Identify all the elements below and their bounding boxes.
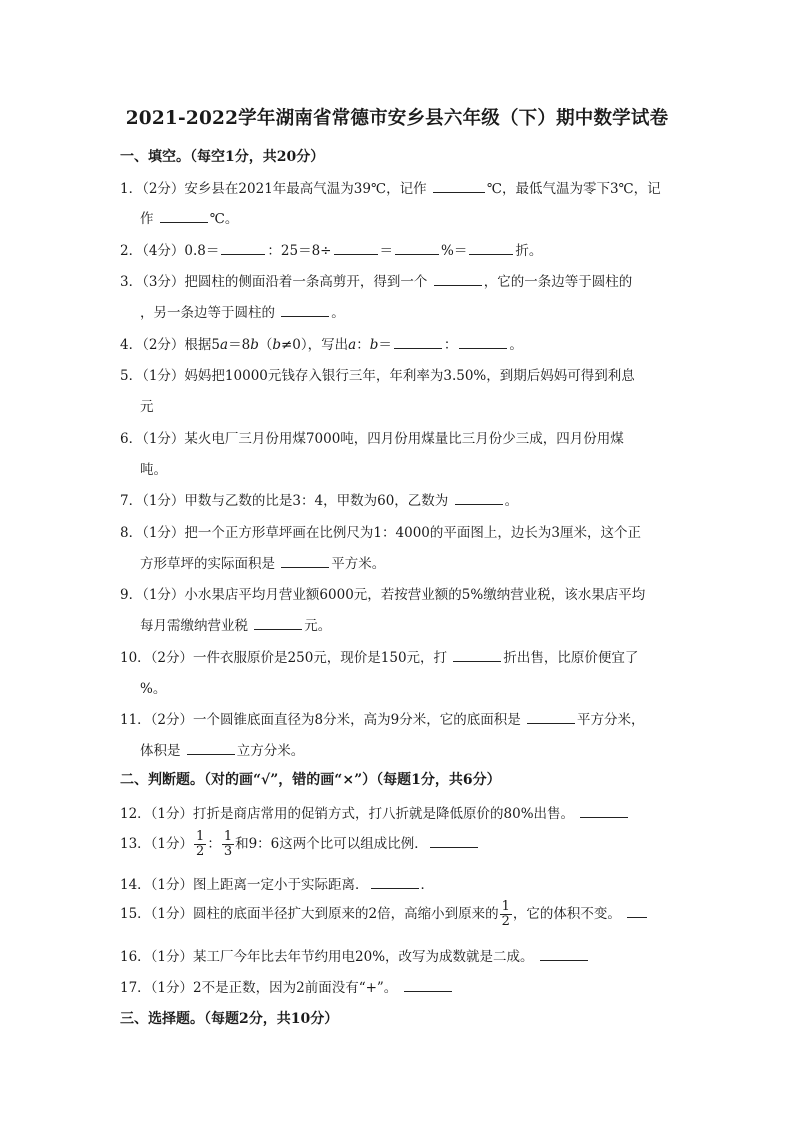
- question-17: 17．（1分）2不是正数，因为2前面没有“+”。: [120, 976, 454, 996]
- answer-blank[interactable]: [434, 272, 482, 286]
- section-fill-in: 一、填空。（每空1分，共20分）: [120, 149, 325, 165]
- question-12: 12．（1分）打折是商店常用的促销方式，打八折就是降低原价的80%出售。: [120, 802, 630, 822]
- answer-blank[interactable]: [404, 978, 452, 992]
- section-true-false: 二、判断题。（对的画“√”，错的画“×”）（每题1分，共6分）: [120, 772, 501, 788]
- question-6: 6．（1分）某火电厂三月份用煤7000吨，四月份用煤量比三月份少三成，四月份用煤: [120, 431, 624, 447]
- answer-blank[interactable]: [627, 904, 647, 918]
- question-11-cont: 体积是 立方分米。: [140, 743, 305, 759]
- answer-blank[interactable]: [254, 616, 302, 630]
- question-14: 14．（1分）图上距离一定小于实际距离． ．: [120, 877, 435, 893]
- answer-blank[interactable]: [160, 209, 208, 223]
- question-5-cont: 元: [140, 399, 154, 415]
- question-11: 11．（2分）一个圆锥底面直径为8分米，高为9分米，它的底面积是 平方分米，: [120, 712, 645, 728]
- answer-blank[interactable]: [187, 741, 235, 755]
- question-1: 1．（2分）安乡县在2021年最高气温为39℃，记作 ℃，最低气温为零下3℃，记: [120, 181, 661, 197]
- question-8: 8．（1分）把一个正方形草坪画在比例尺为1：4000的平面图上，边长为3厘米，这个正: [120, 525, 641, 541]
- answer-blank[interactable]: [540, 947, 588, 961]
- question-9: 9．（1分）小水果店平均月营业额6000元，若按营业额的5%缴纳营业税，该水果店平均: [120, 587, 646, 603]
- answer-blank[interactable]: [394, 335, 442, 349]
- question-10-cont: %。: [140, 681, 167, 697]
- answer-blank[interactable]: [430, 834, 478, 848]
- question-3-cont: ，另一条边等于圆柱的 。: [140, 305, 345, 321]
- answer-blank[interactable]: [395, 241, 439, 255]
- question-15: 15．（1分）圆柱的底面半径扩大到原来的2倍，高缩小到原来的 $\frac{1}{2}$ ，它的体积不变。: [120, 900, 649, 929]
- answer-blank[interactable]: [371, 875, 419, 889]
- fraction: $\frac{1}{3}$: [223, 829, 233, 859]
- answer-blank[interactable]: [459, 335, 507, 349]
- answer-blank[interactable]: [221, 241, 265, 255]
- question-7: 7．（1分）甲数与乙数的比是3：4，甲数为60，乙数为 。: [120, 493, 519, 509]
- question-5: 5．（1分）妈妈把10000元钱存入银行三年，年利率为3.50%，到期后妈妈可得到利息: [120, 368, 635, 384]
- answer-blank[interactable]: [527, 710, 575, 724]
- question-9-cont: 每月需缴纳营业税 元。: [140, 618, 332, 634]
- question-3: 3．（3分）把圆柱的侧面沿着一条高剪开，得到一个 ，它的一条边等于圆柱的: [120, 274, 633, 290]
- question-16: 16．（1分）某工厂今年比去年节约用电20%，改写为成数就是二成。: [120, 945, 590, 965]
- answer-blank[interactable]: [334, 241, 378, 255]
- question-4: 4．（2分）根据5a＝8b（b≠0），写出a：b＝ ： 。: [120, 337, 523, 353]
- answer-blank[interactable]: [281, 554, 329, 568]
- answer-blank[interactable]: [580, 804, 628, 818]
- answer-blank[interactable]: [455, 491, 503, 505]
- question-2: 2．（4分）0.8＝ ：25＝8÷ ＝ %＝ 折。: [120, 243, 543, 259]
- question-10: 10．（2分）一件衣服原价是250元，现价是150元，打 折出售，比原价便宜了: [120, 650, 639, 666]
- question-8-cont: 方形草坪的实际面积是 平方米。: [140, 556, 386, 572]
- question-13: 13．（1分） $\frac{1}{2}$ ： $\frac{1}{3}$ 和9：6这两个比可以组成比例．: [120, 830, 480, 859]
- answer-blank[interactable]: [433, 179, 485, 193]
- answer-blank[interactable]: [281, 303, 329, 317]
- answer-blank[interactable]: [453, 648, 501, 662]
- fraction: $\frac{1}{2}$: [196, 829, 205, 859]
- section-multiple-choice: 三、选择题。（每题2分，共10分）: [120, 1011, 339, 1027]
- answer-blank[interactable]: [469, 241, 513, 255]
- question-6-cont: 吨。: [140, 462, 167, 478]
- fraction: $\frac{1}{2}$: [501, 899, 510, 929]
- question-1-cont: 作 ℃。: [140, 211, 239, 227]
- page-title: 2021-2022学年湖南省常德市安乡县六年级（下）期中数学试卷: [125, 108, 669, 129]
